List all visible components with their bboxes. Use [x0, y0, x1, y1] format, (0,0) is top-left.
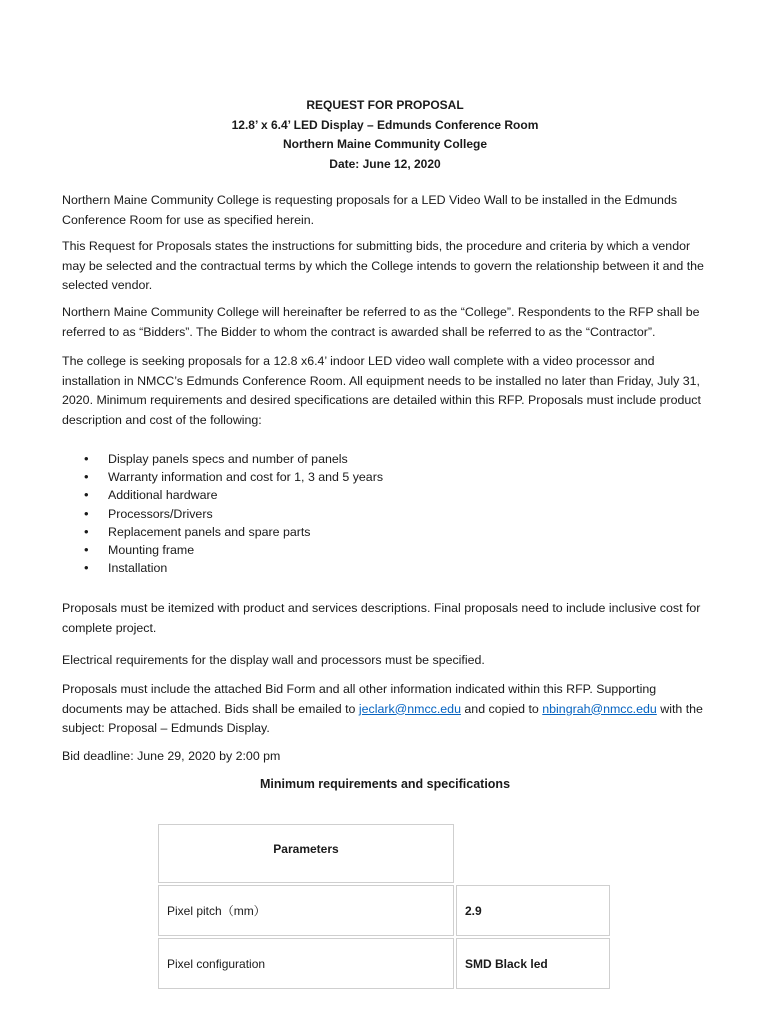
electrical-paragraph: Electrical requirements for the display wall and processors must be specified.: [62, 653, 485, 667]
param-cell: Pixel pitch（mm）: [158, 885, 454, 936]
submission-text-c: with the subject: Proposal – Edmunds Display.: [62, 701, 703, 735]
document-subtitle: 12.8’ x 6.4’ LED Display – Edmunds Conference Room: [231, 117, 539, 132]
value-cell: SMD Black led: [456, 938, 610, 989]
submission-paragraph: [62, 680, 712, 739]
email-link-jeclark[interactable]: jeclark@nmcc.edu: [358, 701, 461, 716]
list-item: • Installation: [62, 559, 383, 577]
list-item: • Replacement panels and spare parts: [62, 523, 383, 541]
table-header-empty-cell: [456, 824, 610, 883]
rfp-header: [0, 96, 770, 174]
table-header-cell: Parameters: [158, 824, 454, 883]
list-item: • Mounting frame: [62, 541, 383, 559]
list-item: • Additional hardware: [62, 486, 383, 504]
section-title: Minimum requirements and specifications: [259, 777, 511, 791]
list-item: • Warranty information and cost for 1, 3 and 5 years: [62, 468, 383, 486]
list-item: • Processors/Drivers: [62, 505, 383, 523]
document-date: Date: June 12, 2020: [329, 156, 441, 171]
intro-paragraph: Northern Maine Community College is requesting proposals for a LED Video Wall to be installed in the Edmunds Conference Room for use as specified herein.: [62, 193, 678, 227]
submission-text-a: Proposals must include the attached Bid Form and all other information indicated within this RFP. Supporting documents may be attached. Bids shall be emailed to: [62, 682, 657, 716]
value-cell: 2.9: [456, 885, 610, 936]
rfp-purpose-paragraph: This Request for Proposals states the instructions for submitting bids, the procedure and criteria by which a vendor may be selected and the contractual terms by which the College intends to govern the relationship between it and the selected vendor.: [62, 239, 704, 292]
itemization-paragraph: Proposals must be itemized with product and services descriptions. Final proposals need to include inclusive cost for complete project.: [62, 601, 701, 635]
table-row: [158, 938, 610, 989]
param-cell: Pixel configuration: [158, 938, 454, 989]
definitions-paragraph: Northern Maine Community College will hereinafter be referred to as the “College”. Respondents to the RFP shall be referred to as “Bidders”. The Bidder to whom the contract is awarded shall be referred to as the “Contractor”.: [62, 305, 700, 339]
scope-paragraph: The college is seeking proposals for a 12.8 x6.4’ indoor LED video wall complete with a video processor and installation in NMCC’s Edmunds Conference Room. All equipment needs to be installed no later than Friday, July 31, 2020. Minimum requirements and desired specifications are detailed within this RFP. Proposals must include product description and cost of the following:: [62, 354, 701, 427]
requirements-list: [62, 450, 383, 577]
organization-name: Northern Maine Community College: [282, 137, 488, 151]
bid-deadline: Bid deadline: June 29, 2020 by 2:00 pm: [62, 749, 281, 763]
table-header-row: [158, 824, 610, 883]
email-link-nbingrah[interactable]: nbingrah@nmcc.edu: [542, 701, 657, 716]
submission-text-b: and copied to: [460, 701, 543, 716]
list-item: • Display panels specs and number of panels: [62, 450, 383, 468]
specifications-table: [156, 822, 612, 991]
document-title: REQUEST FOR PROPOSAL: [306, 98, 464, 112]
table-row: [158, 885, 610, 936]
